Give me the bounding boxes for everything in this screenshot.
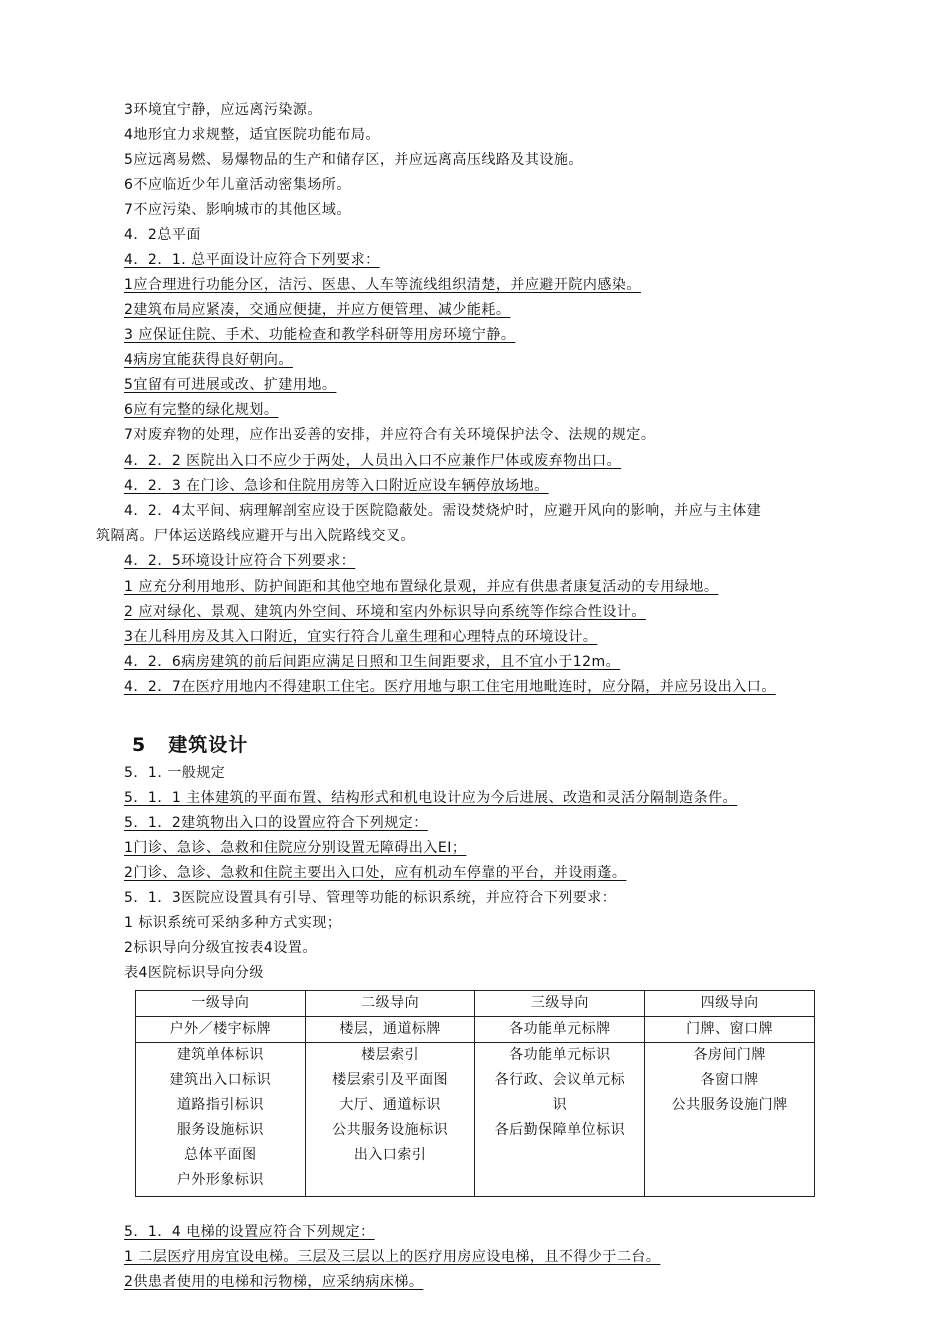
clause-5-1-1: 5．1．1 主体建筑的平面布置、结构形式和机电设计应为今后进展、改造和灵活分隔制造条件。 [124,790,738,806]
clause-4-2-1-item-1: 1应合理进行功能分区，洁污、医患、人车等流线组织清楚，并应避开院内感染。 [124,277,641,293]
clause-4-2-2: 4．2．2 医院出入口不应少于两处，人员出入口不应兼作尸体或废弃物出口。 [124,453,622,469]
table-cell-item: 各房间门牌 [693,1047,766,1063]
clause-4-2-3: 4．2．3 在门诊、急诊和住院用房等入口附近应设车辆停放场地。 [124,478,549,494]
table-header-cell: 四级导向 [645,991,815,1017]
table-cell-item: 大厅、通道标识 [339,1097,441,1113]
clause-5-1-2: 5．1．2建筑物出入口的设置应符合下列规定： [124,815,428,831]
table-caption: 表4医院标识导向分级 [124,965,264,981]
section-heading [132,730,248,757]
site-item-5: 5应远离易燃、易爆物品的生产和储存区，并应远离高压线路及其设施。 [124,152,583,168]
table-body-row [136,1043,815,1197]
clause-4-2-4-line-2: 筑隔离。尸体运送路线应避开与出入院路线交叉。 [96,528,415,544]
subsection-5-1: 5．1. 一般规定 [124,765,226,781]
table-subheader-cell: 各功能单元标牌 [475,1017,645,1043]
clause-5-1-4-item-2: 2供患者使用的电梯和污物梯，应采纳病床梯。 [124,1274,424,1290]
table-cell-level-3 [475,1043,645,1197]
table-subheader-cell: 户外／楼宇标牌 [136,1017,306,1043]
table-cell-item: 公共服务设施门牌 [671,1097,788,1113]
guide-level-table [135,990,815,1197]
clause-4-2-1: 4．2．1. 总平面设计应符合下列要求： [124,252,380,268]
clause-4-2-5: 4．2．5环境设计应符合下列要求： [124,553,356,569]
table-cell-level-4 [645,1043,815,1197]
table-subheader-cell: 楼层，通道标牌 [305,1017,475,1043]
clause-4-2-5-item-1: 1 应充分利用地形、防护间距和其他空地布置绿化景观，并应有供患者康复活动的专用绿地。 [124,579,719,595]
table-header-cell: 三级导向 [475,991,645,1017]
clause-4-2-1-item-6: 6应有完整的绿化规划。 [124,402,279,418]
site-item-3: 3环境宜宁静，应远离污染源。 [124,102,322,118]
table-cell-item: 公共服务设施标识 [332,1122,449,1138]
clause-4-2-1-item-2: 2建筑布局应紧凑，交通应便捷，并应方便管理、减少能耗。 [124,302,511,318]
table-cell-item: 各行政、会议单元标 [494,1072,626,1088]
clause-4-2-1-item-5: 5宜留有可进展或改、扩建用地。 [124,377,337,393]
clause-5-1-2-item-2: 2门诊、急诊、急救和住院主要出入口处，应有机动车停靠的平台，并设雨蓬。 [124,865,627,881]
site-item-4: 4地形宜力求规整，适宜医院功能布局。 [124,127,380,143]
clause-4-2-1-item-3: 3 应保证住院、手术、功能检查和教学科研等用房环境宁静。 [124,327,516,343]
section-number: 5 [132,734,147,756]
clause-4-2-5-item-2: 2 应对绿化、景观、建筑内外空间、环境和室内外标识导向系统等作综合性设计。 [124,604,646,620]
table-cell-item: 建筑单体标识 [176,1047,264,1063]
site-item-7: 7不应污染、影响城市的其他区域。 [124,202,351,218]
clause-5-1-4-item-1: 1 二层医疗用房宜设电梯。三层及三层以上的医疗用房应设电梯，且不得少于二台。 [124,1249,661,1265]
table-header-cell: 一级导向 [136,991,306,1017]
table-cell-item: 总体平面图 [184,1147,257,1163]
clause-4-2-5-item-3: 3在儿科用房及其入口附近，宜实行符合儿童生理和心理特点的环境设计。 [124,629,598,645]
subsection-title-4-2: 4．2总平面 [124,227,201,243]
table-cell-item: 各窗口牌 [700,1072,759,1088]
site-item-6: 6不应临近少年儿童活动密集场所。 [124,177,351,193]
clause-4-2-1-item-4: 4病房宜能获得良好朝向。 [124,352,293,368]
clause-5-1-2-item-1: 1门诊、急诊、急救和住院应分别设置无障碍出入EI； [124,840,467,856]
table-cell-item: 服务设施标识 [176,1122,264,1138]
clause-4-2-1-item-7: 7对废弃物的处理，应作出妥善的安排，并应符合有关环境保护法令、法规的规定。 [124,427,656,443]
clause-5-1-3-item-1: 1 标识系统可采纳多种方式实现； [124,915,342,931]
clause-4-2-4-line-1: 4．2．4太平间、病理解剖室应设于医院隐蔽处。需设焚烧炉时，应避开风向的影响，并应与主体建 [124,503,762,519]
clause-4-2-6: 4．2．6病房建筑的前后间距应满足日照和卫生间距要求，且不宜小于12m。 [124,654,621,670]
table-cell-item: 识 [552,1097,568,1113]
table-cell-item: 户外形象标识 [176,1172,264,1188]
table-header-row [136,991,815,1017]
table-cell-item: 建筑出入口标识 [169,1072,272,1088]
table-cell-item: 楼层索引 [361,1047,420,1063]
clause-5-1-3-item-2: 2标识导向分级宜按表4设置。 [124,940,317,956]
table-cell-item: 道路指引标识 [176,1097,264,1113]
table-cell-item: 各后勤保障单位标识 [494,1122,626,1138]
table-cell-item: 各功能单元标识 [509,1047,611,1063]
clause-5-1-4: 5．1．4 电梯的设置应符合下列规定： [124,1224,375,1240]
clause-4-2-7: 4．2．7在医疗用地内不得建职工住宅。医疗用地与职工住宅用地毗连时，应分隔，并应另设出入口。 [124,679,776,695]
table-cell-level-2 [305,1043,475,1197]
table-header-cell: 二级导向 [305,991,475,1017]
clause-5-1-3: 5．1．3医院应设置具有引导、管理等功能的标识系统，并应符合下列要求： [124,890,617,906]
table-cell-item: 出入口索引 [353,1147,427,1163]
table-cell-item: 楼层索引及平面图 [332,1072,449,1088]
table-cell-level-1 [136,1043,306,1197]
section-title: 建筑设计 [168,734,249,756]
table-subheader-row [136,1017,815,1043]
table-subheader-cell: 门牌、窗口牌 [645,1017,815,1043]
